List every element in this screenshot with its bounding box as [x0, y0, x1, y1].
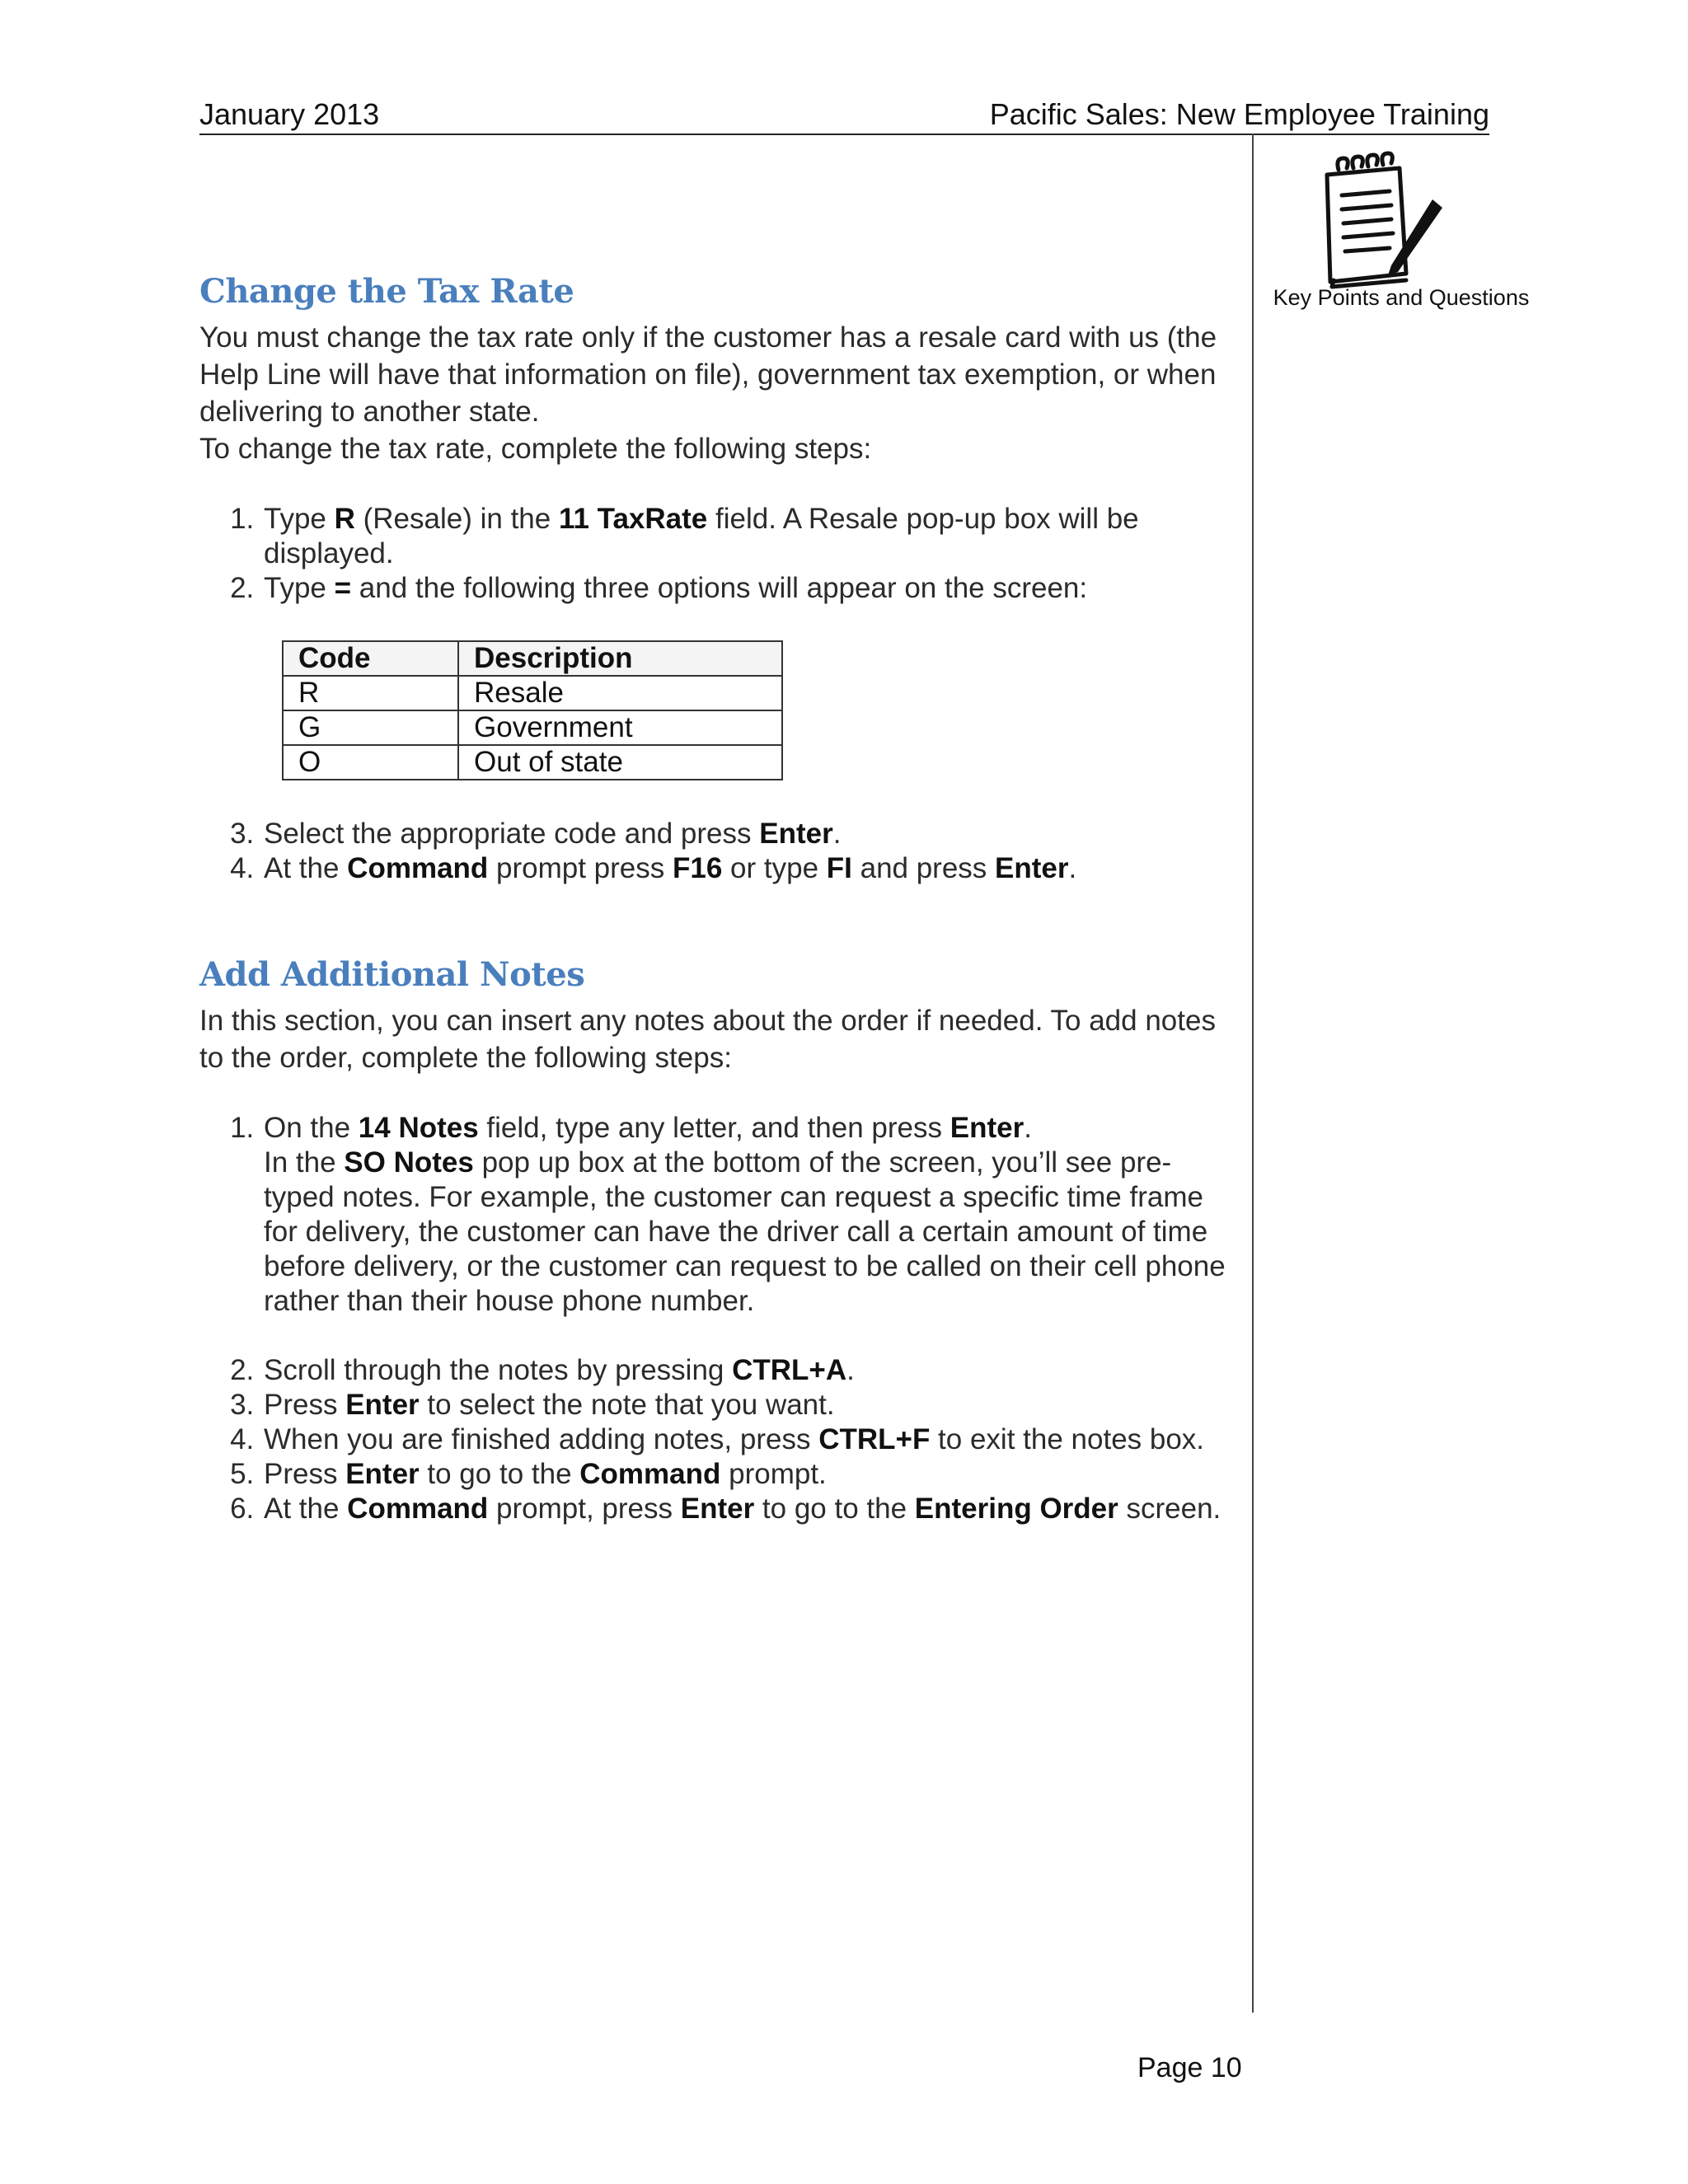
tax-rate-steps-intro: To change the tax rate, complete the following steps: — [199, 433, 872, 465]
tax-code-table — [282, 640, 783, 780]
key-points-caption: Key Points and Questions — [1273, 285, 1530, 310]
list-item: 4. At the Command prompt press F16 or type FI and press Enter. — [262, 851, 1238, 886]
notes-intro: In this section, you can insert any notes about the order if needed. To add notes to the order, complete the following steps: — [199, 1005, 1216, 1074]
column-header-code: Code — [283, 641, 458, 676]
column-header-description: Description — [458, 641, 782, 676]
section-heading-notes: Add Additional Notes — [199, 955, 585, 994]
list-item: 1. Type R (Resale) in the 11 TaxRate field. A Resale pop-up box will be displayed. — [262, 502, 1238, 571]
notes-steps — [199, 1111, 1238, 1319]
list-item: 5. Press Enter to go to the Command prompt. — [262, 1457, 1238, 1492]
table-cell: Government — [458, 710, 782, 745]
table-row — [283, 710, 782, 745]
tax-rate-steps — [199, 502, 1238, 606]
tax-rate-steps-continued — [199, 817, 1238, 886]
table-cell: Resale — [458, 676, 782, 710]
page-number: Page 10 — [1137, 2052, 1242, 2083]
list-item: 1. On the 14 Notes field, type any letter, and then press Enter. In the SO Notes pop up box at the bottom of the screen, you’ll see pre-typed notes. For example, the customer can request a specific time frame for delivery, the customer can have the driver call a certain amount of time before delivery, or the customer can request to be called on their cell phone rather than their house phone number. — [262, 1111, 1238, 1319]
table-cell: O — [283, 745, 458, 780]
table-row — [283, 745, 782, 780]
tax-rate-intro: You must change the tax rate only if the customer has a resale card with us (the Help Line will have that information on file), government tax exemption, or when delivering to another state. — [199, 321, 1217, 428]
list-item: 6. At the Command prompt, press Enter to go to the Entering Order screen. — [262, 1492, 1238, 1526]
list-item: 2. Scroll through the notes by pressing CTRL+A. — [262, 1353, 1238, 1388]
list-item: 3. Select the appropriate code and press Enter. — [262, 817, 1238, 851]
page-header — [199, 97, 1489, 135]
table-row — [283, 676, 782, 710]
list-item: 2. Type = and the following three options will appear on the screen: — [262, 571, 1238, 606]
table-cell: G — [283, 710, 458, 745]
notes-steps-continued — [199, 1353, 1238, 1526]
notepad-pen-icon — [1309, 150, 1449, 294]
header-title: Pacific Sales: New Employee Training — [989, 97, 1489, 131]
table-cell: R — [283, 676, 458, 710]
list-item: 3. Press Enter to select the note that you want. — [262, 1388, 1238, 1422]
sidebar-divider — [1252, 134, 1254, 2013]
header-date: January 2013 — [199, 97, 380, 131]
table-header-row — [283, 641, 782, 676]
main-content — [199, 272, 1238, 1526]
table-cell: Out of state — [458, 745, 782, 780]
section-heading-tax-rate: Change the Tax Rate — [199, 272, 574, 311]
list-item: 4. When you are finished adding notes, press CTRL+F to exit the notes box. — [262, 1422, 1238, 1457]
